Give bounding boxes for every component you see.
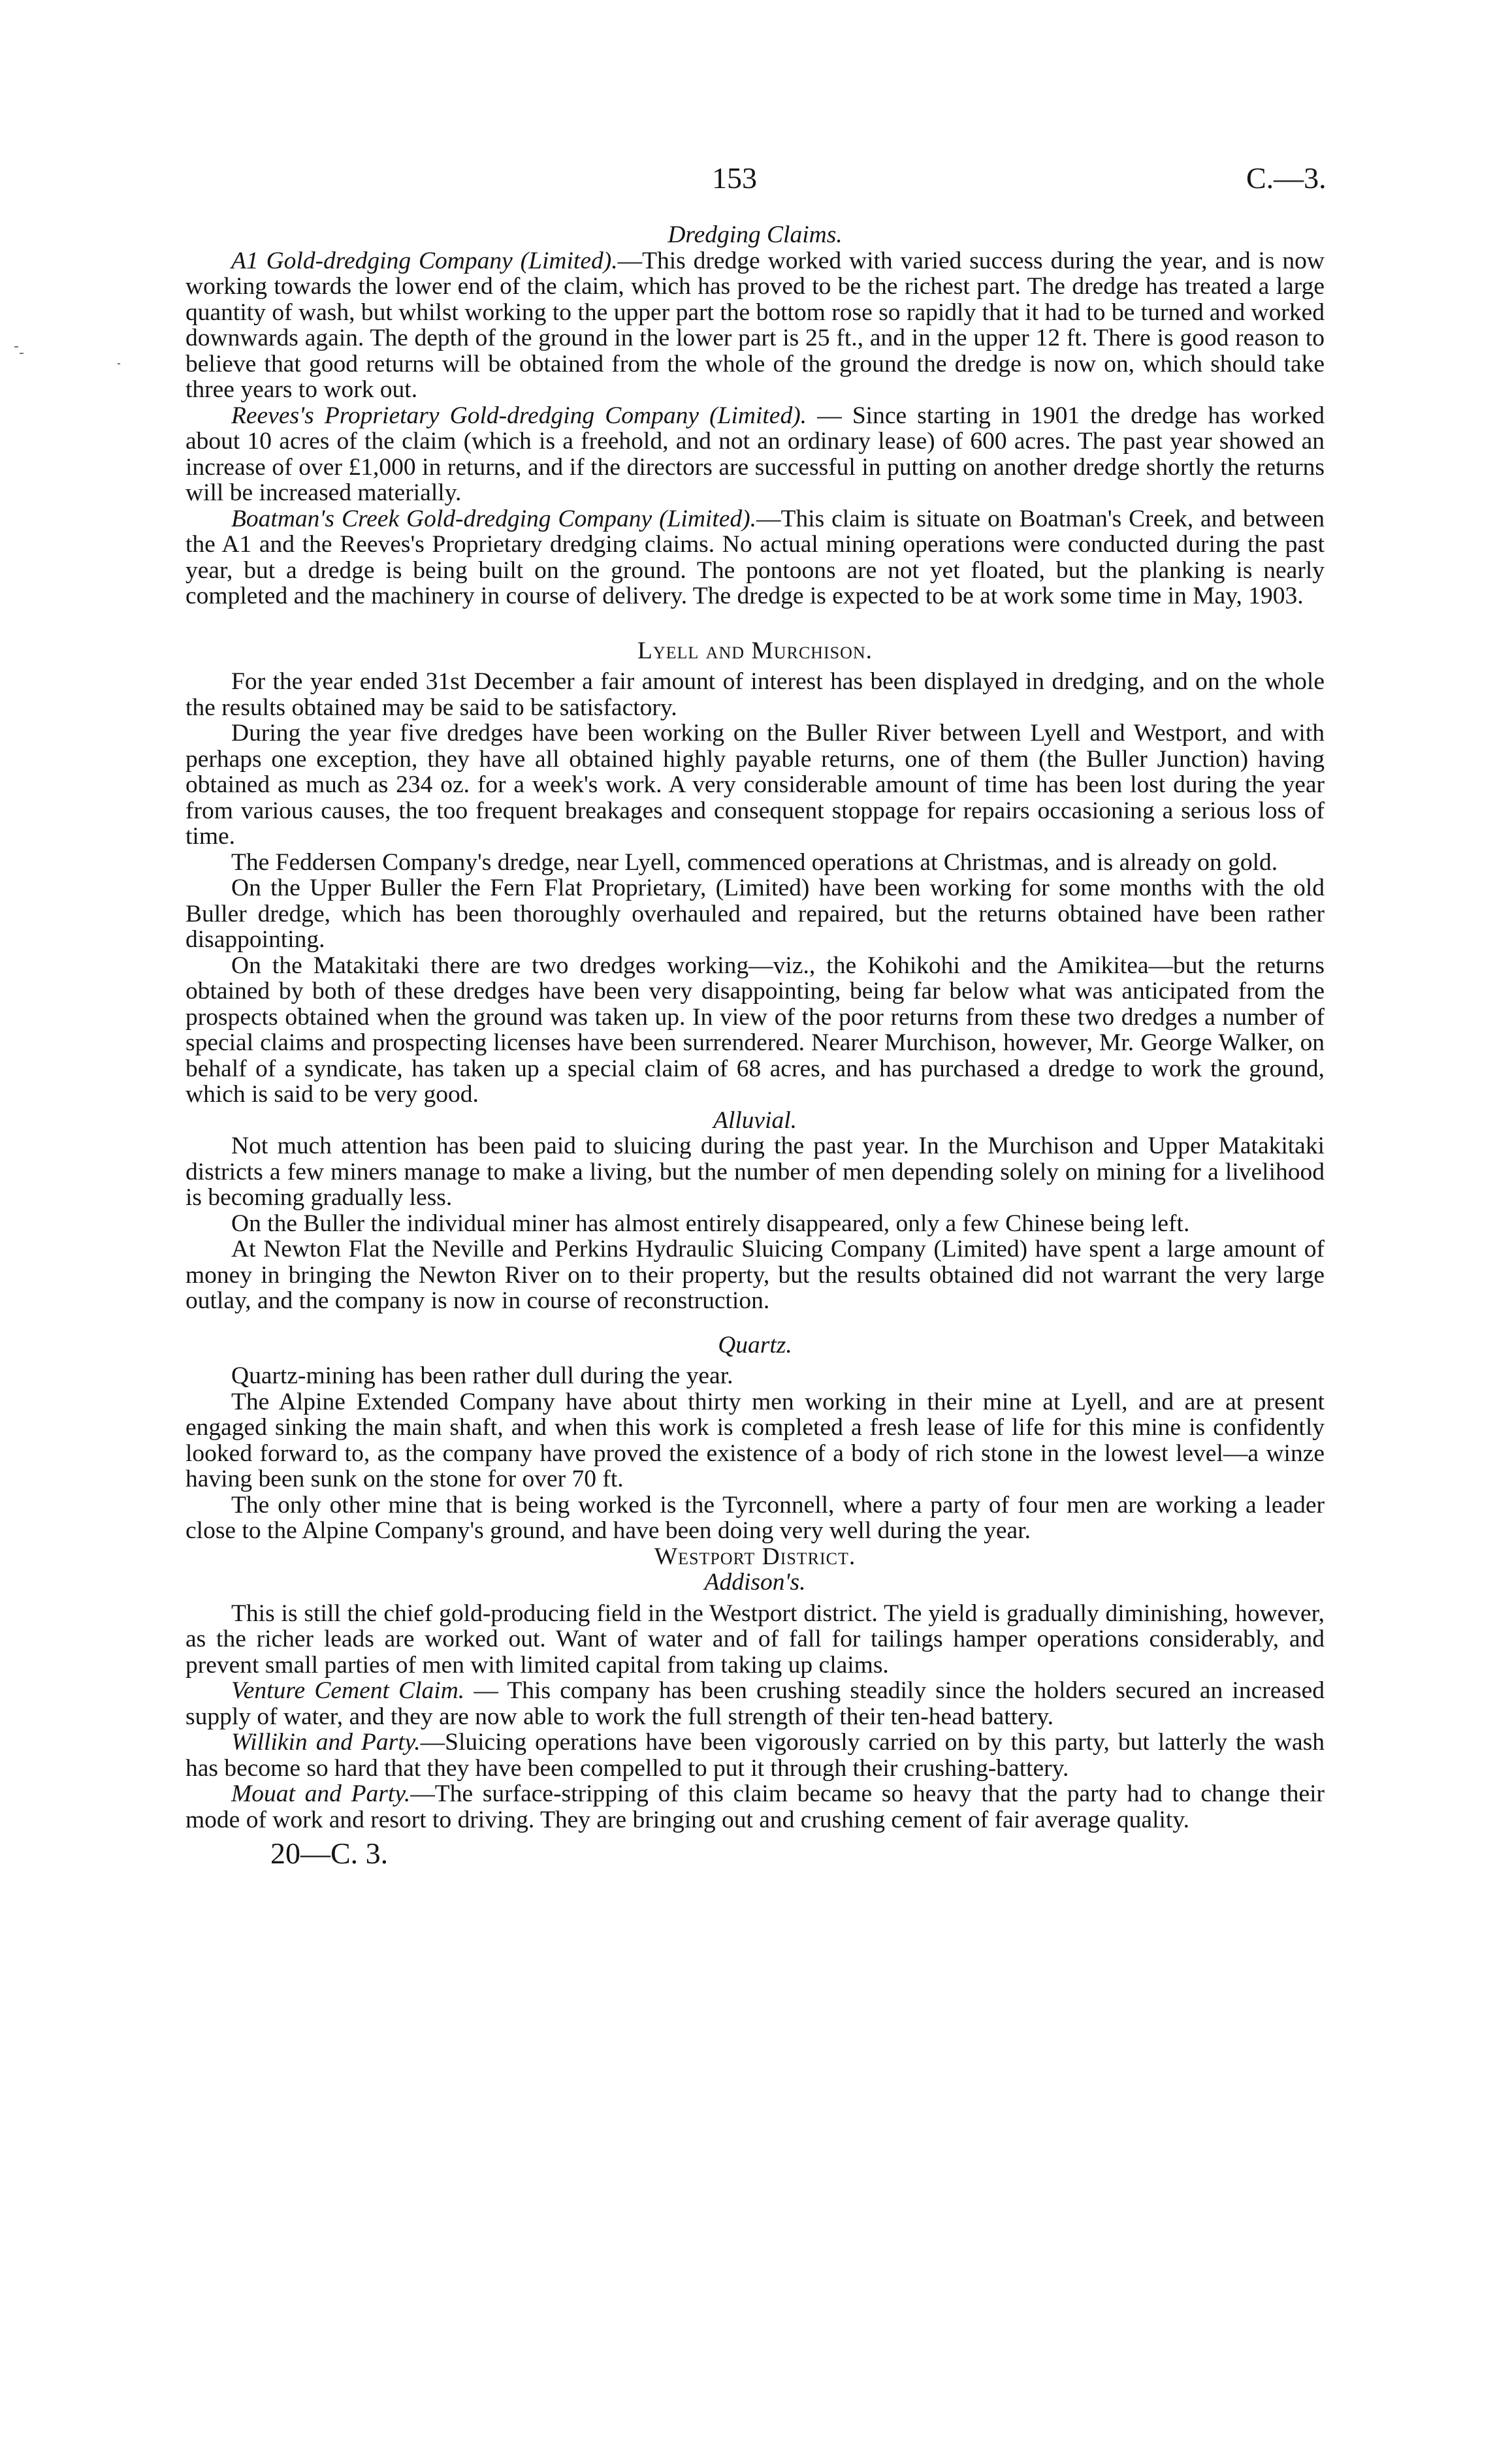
signature-mark: 20—C. 3. bbox=[270, 1837, 389, 1870]
paragraph-lead: Boatman's Creek Gold-dredging Company (Limited). bbox=[231, 505, 757, 532]
paragraph-mouat-party: Mouat and Party.—The surface-stripping of this claim became so heavy that the party had to change their mode of work and resort to driving. They are bringing out and crushing cement of fair average quality. bbox=[185, 1780, 1325, 1833]
paragraph: On the Buller the individual miner has almost entirely disappeared, only a few Chinese being left. bbox=[231, 1210, 1190, 1237]
paragraph: At Newton Flat the Neville and Perkins Hydraulic Sluicing Company (Limited) have spent a large amount of money in bringing the Newton River on to their property, but the results obtained did not warrant the very large outlay, and the company is now in course of reconstruction. bbox=[185, 1236, 1325, 1314]
paragraph: The Feddersen Company's dredge, near Lyell, commenced operations at Christmas, and is already on gold. bbox=[231, 848, 1278, 876]
paragraph-reeves-company: Reeves's Proprietary Gold-dredging Company (Limited). — Since starting in 1901 the dredge has worked about 10 acres of the claim (which is a freehold, and not an ordinary lease) of 600 acres. The past year showed an increase of over £1,000 in returns, and if the directors are successful in putting on another dredge shortly the returns will be increased materially. bbox=[185, 402, 1325, 506]
document-reference: C.—3. bbox=[1246, 161, 1327, 195]
document-body bbox=[185, 222, 1325, 1871]
scan-speck bbox=[118, 363, 120, 364]
paragraph-venture-claim: Venture Cement Claim. — This company has been crushing steadily since the holders secured an increased supply of water, and they are now able to work the full strength of their ten-head battery. bbox=[185, 1677, 1325, 1730]
section-heading-westport-district: Westport District. bbox=[654, 1543, 856, 1570]
page-header bbox=[0, 161, 1512, 200]
paragraph-lead: Reeves's Proprietary Gold-dredging Company (Limited). bbox=[231, 402, 807, 429]
section-heading-alluvial: Alluvial. bbox=[713, 1106, 797, 1134]
paragraph-lead: Mouat and Party. bbox=[231, 1780, 411, 1807]
paragraph: On the Matakitaki there are two dredges working—viz., the Kohikohi and the Amikitea—but the returns obtained by both of these dredges have been very disappointing, being far below what was anticipated from the prospects obtained when the ground was taken up. In view of the poor returns from these two dredges a number of special claims and prospecting licenses have been surrendered. Nearer Murchison, however, Mr. George Walker, on behalf of a syndicate, has taken up a special claim of 68 acres, and has purchased a dredge to work the ground, which is said to be very good. bbox=[185, 952, 1325, 1108]
paragraph: For the year ended 31st December a fair amount of interest has been displayed in dredging, and on the whole the results obtained may be said to be satisfactory. bbox=[185, 668, 1325, 721]
paragraph-lead: Venture Cement Claim. bbox=[231, 1677, 465, 1704]
paragraph: On the Upper Buller the Fern Flat Proprietary, (Limited) have been working for some months with the old Buller dredge, which has been thoroughly overhauled and repaired, but the returns obtained have been rather disappointing. bbox=[185, 875, 1325, 953]
paragraph: The Alpine Extended Company have about thirty men working in their mine at Lyell, and are at present engaged sinking the main shaft, and when this work is completed a fresh lease of life for this mine is confidently looked forward to, as the company have proved the existence of a body of rich stone in the lowest level—a winze having been sunk on the stone for over 70 ft. bbox=[185, 1388, 1325, 1492]
scan-speck bbox=[14, 346, 18, 347]
paragraph: The only other mine that is being worked is the Tyrconnell, where a party of four men are working a leader close to the Alpine Company's ground, and have been doing very well during the year. bbox=[185, 1491, 1325, 1544]
paragraph-boatman-company: Boatman's Creek Gold-dredging Company (Limited).—This claim is situate on Boatman's Creek, and between the A1 and the Reeves's Proprietary dredging claims. No actual mining operations were conducted during the past year, but a dredge is being built on the ground. The pontoons are not yet floated, but the planking is nearly completed and the machinery in course of delivery. The dredge is expected to be at work some time in May, 1903. bbox=[185, 505, 1325, 609]
scan-speck bbox=[20, 353, 24, 354]
paragraph-lead: Willikin and Party. bbox=[231, 1729, 421, 1756]
page-number: 153 bbox=[712, 161, 757, 195]
paragraph: Not much attention has been paid to sluicing during the past year. In the Murchison and Upper Matakitaki districts a few miners manage to make a living, but the number of men depending solely on mining for a livelihood is becoming gradually less. bbox=[185, 1133, 1325, 1211]
paragraph: Quartz-mining has been rather dull during the year. bbox=[231, 1362, 733, 1389]
paragraph: This is still the chief gold-producing field in the Westport district. The yield is gradually diminishing, however, as the richer leads are worked out. Want of water and of fall for tailings hamper operations considerably, and prevent small parties of men with limited capital from taking up claims. bbox=[185, 1600, 1325, 1679]
paragraph-willikin-party: Willikin and Party.—Sluicing operations have been vigorously carried on by this party, but latterly the wash has become so hard that they have been compelled to put it through their crushing-battery. bbox=[185, 1729, 1325, 1782]
paragraph-lead: A1 Gold-dredging Company (Limited). bbox=[231, 247, 618, 274]
paragraph-a1-company: A1 Gold-dredging Company (Limited).—This dredge worked with varied success during the year, and is now working towards the lower end of the claim, which has proved to be the richest part. The dredge has treated a large quantity of wash, but whilst working to the upper part the bottom rose so rapidly that it had to be turned and worked downwards again. The depth of the ground in the lower part is 25 ft., and in the upper 12 ft. There is good reason to believe that good returns will be obtained from the whole of the ground the dredge is now on, which should take three years to work out. bbox=[185, 247, 1325, 403]
subsection-heading-addisons: Addison's. bbox=[704, 1569, 806, 1596]
section-heading-quartz: Quartz. bbox=[718, 1331, 792, 1359]
paragraph: During the year five dredges have been working on the Buller River between Lyell and Westport, and with perhaps one exception, they have all obtained highly payable returns, one of them (the Buller Junction) having obtained as much as 234 oz. for a week's work. A very considerable amount of time has been lost during the year from various causes, the too frequent breakages and consequent stoppage for repairs occasioning a serious loss of time. bbox=[185, 720, 1325, 850]
section-heading-lyell-murchison: Lyell and Murchison. bbox=[637, 637, 873, 664]
section-heading-dredging-claims: Dredging Claims. bbox=[668, 221, 843, 248]
